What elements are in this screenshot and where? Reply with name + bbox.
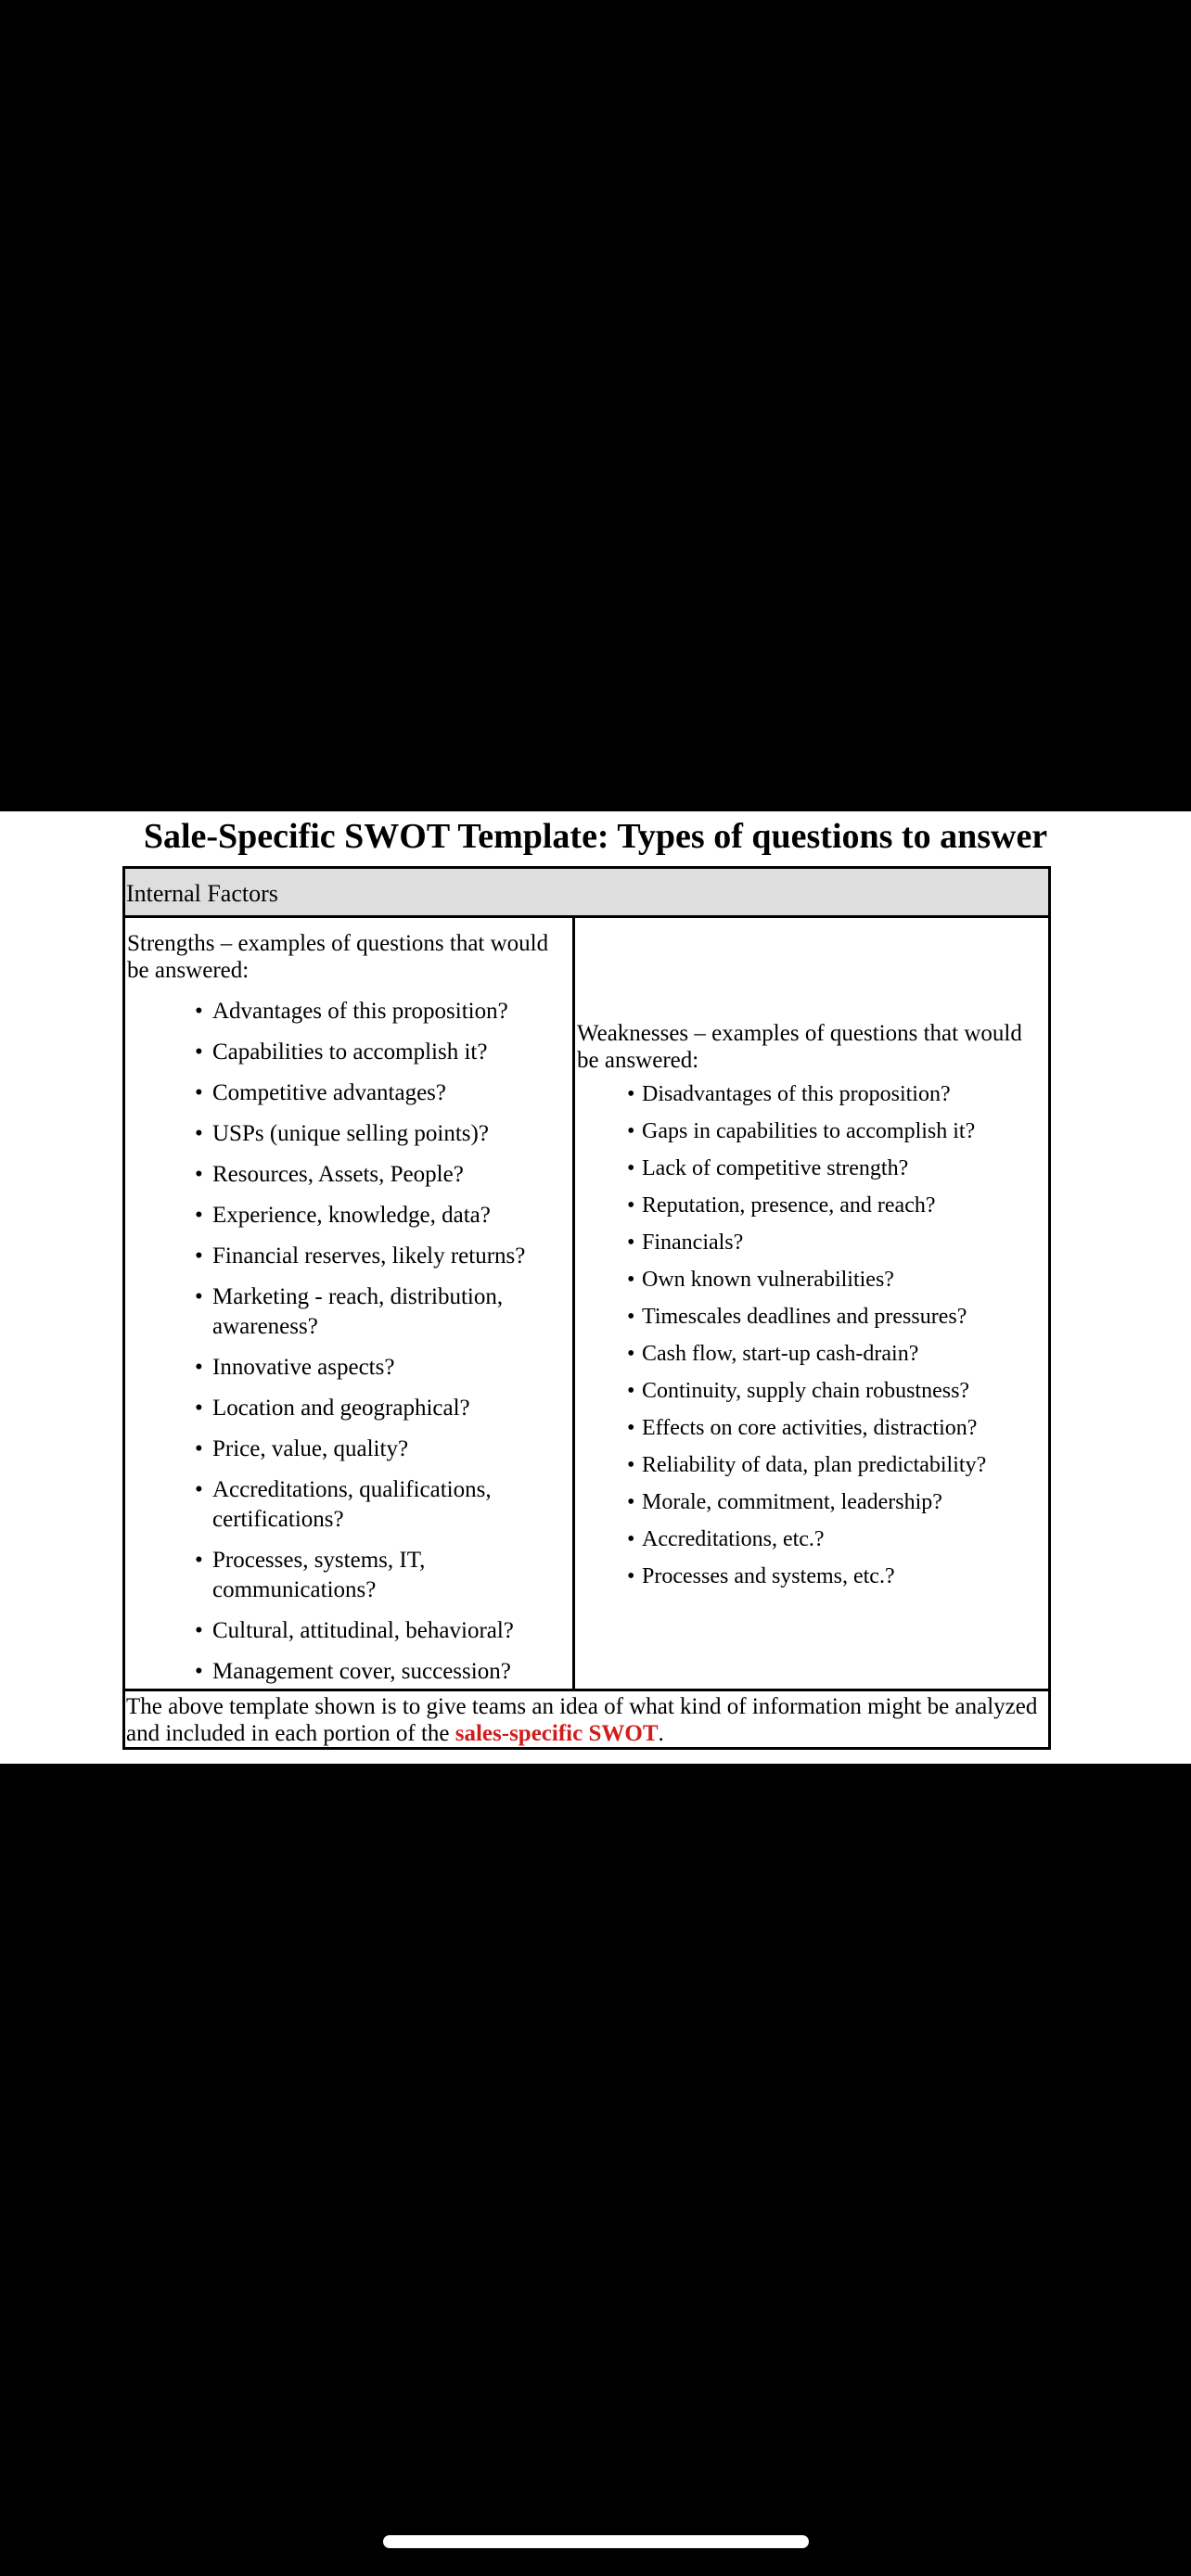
list-item bbox=[627, 1377, 1035, 1405]
bullet-icon: • bbox=[627, 1453, 635, 1477]
list-item-text: Timescales deadlines and pressures? bbox=[642, 1305, 967, 1329]
list-item bbox=[627, 1154, 1035, 1182]
list-item bbox=[627, 1303, 1035, 1331]
list-item-text: Morale, commitment, leadership? bbox=[642, 1490, 942, 1514]
list-item-text: Capabilities to accomplish it? bbox=[212, 1039, 488, 1065]
list-item-text: Price, value, quality? bbox=[212, 1436, 409, 1461]
table-header-internal-factors: Internal Factors bbox=[125, 869, 1048, 918]
bullet-icon: • bbox=[195, 1121, 203, 1146]
list-item-text: Marketing - reach, distribution, awareness? bbox=[212, 1284, 504, 1339]
swot-table bbox=[122, 866, 1051, 1750]
list-item-text: Experience, knowledge, data? bbox=[212, 1203, 491, 1228]
bullet-icon: • bbox=[195, 1477, 203, 1502]
bullet-icon: • bbox=[627, 1564, 635, 1588]
list-item bbox=[195, 1160, 566, 1190]
footer-period: . bbox=[658, 1721, 664, 1746]
list-item bbox=[627, 1080, 1035, 1108]
strengths-column bbox=[125, 918, 575, 1689]
list-item bbox=[195, 1119, 566, 1149]
list-item-text: Reputation, presence, and reach? bbox=[642, 1193, 936, 1218]
list-item-text: Own known vulnerabilities? bbox=[642, 1268, 894, 1292]
bullet-icon: • bbox=[627, 1156, 635, 1180]
list-item-text: Financial reserves, likely returns? bbox=[212, 1243, 526, 1269]
bullet-icon: • bbox=[627, 1416, 635, 1440]
list-item bbox=[195, 1435, 566, 1464]
bullet-icon: • bbox=[195, 1284, 203, 1309]
footer-text: The above template shown is to give teams an idea of what kind of information might be analyzed and included in each portion of the bbox=[126, 1694, 1038, 1746]
list-item bbox=[627, 1562, 1035, 1590]
list-item bbox=[627, 1451, 1035, 1479]
list-item-text: Continuity, supply chain robustness? bbox=[642, 1379, 970, 1403]
list-item-text: Cultural, attitudinal, behavioral? bbox=[212, 1618, 514, 1643]
list-item bbox=[195, 1353, 566, 1383]
list-item bbox=[195, 1078, 566, 1108]
bullet-icon: • bbox=[195, 1355, 203, 1380]
list-item bbox=[627, 1266, 1035, 1294]
list-item bbox=[195, 1616, 566, 1646]
list-item-text: Reliability of data, plan predictability? bbox=[642, 1453, 987, 1477]
list-item bbox=[195, 1201, 566, 1231]
bullet-icon: • bbox=[627, 1490, 635, 1514]
list-item-text: Processes and systems, etc.? bbox=[642, 1564, 895, 1588]
bullet-icon: • bbox=[627, 1379, 635, 1403]
list-item-text: Advantages of this proposition? bbox=[212, 999, 508, 1024]
list-item-text: Accreditations, qualifications, certifications? bbox=[212, 1477, 492, 1532]
weaknesses-list bbox=[627, 1080, 1035, 1600]
bullet-icon: • bbox=[195, 1659, 203, 1684]
list-item-text: Innovative aspects? bbox=[212, 1355, 395, 1380]
list-item bbox=[195, 997, 566, 1027]
list-item-text: Disadvantages of this proposition? bbox=[642, 1082, 951, 1106]
footer-highlight-link[interactable]: sales-specific SWOT bbox=[455, 1721, 659, 1746]
list-item bbox=[195, 1394, 566, 1423]
bullet-icon: • bbox=[195, 1618, 203, 1643]
bullet-icon: • bbox=[195, 1203, 203, 1228]
list-item-text: Cash flow, start-up cash-drain? bbox=[642, 1342, 919, 1366]
list-item-text: USPs (unique selling points)? bbox=[212, 1121, 489, 1146]
list-item bbox=[195, 1282, 566, 1342]
bullet-icon: • bbox=[195, 1080, 203, 1105]
table-footer-note bbox=[125, 1689, 1048, 1747]
list-item bbox=[627, 1229, 1035, 1256]
list-item bbox=[195, 1546, 566, 1605]
strengths-heading: Strengths – examples of questions that would be answered: bbox=[127, 931, 549, 983]
list-item bbox=[627, 1192, 1035, 1219]
bullet-icon: • bbox=[627, 1082, 635, 1106]
bullet-icon: • bbox=[627, 1119, 635, 1143]
document-title: Sale-Specific SWOT Template: Types of questions to answer bbox=[143, 817, 1048, 856]
bullet-icon: • bbox=[195, 1243, 203, 1269]
bullet-icon: • bbox=[195, 1396, 203, 1421]
list-item-text: Lack of competitive strength? bbox=[642, 1156, 909, 1180]
bullet-icon: • bbox=[195, 1436, 203, 1461]
weaknesses-heading: Weaknesses – examples of questions that would be answered: bbox=[577, 1021, 1022, 1073]
bullet-icon: • bbox=[195, 1039, 203, 1065]
bullet-icon: • bbox=[195, 1162, 203, 1187]
bullet-icon: • bbox=[627, 1305, 635, 1329]
list-item bbox=[195, 1475, 566, 1535]
list-item bbox=[195, 1657, 566, 1687]
document-viewport bbox=[0, 811, 1191, 1764]
list-item-text: Gaps in capabilities to accomplish it? bbox=[642, 1119, 976, 1143]
home-indicator-bar[interactable] bbox=[383, 2535, 809, 2548]
list-item-text: Location and geographical? bbox=[212, 1396, 470, 1421]
list-item-text: Management cover, succession? bbox=[212, 1659, 511, 1684]
list-item-text: Competitive advantages? bbox=[212, 1080, 447, 1105]
strengths-list bbox=[195, 997, 566, 1698]
list-item bbox=[627, 1340, 1035, 1368]
list-item-text: Resources, Assets, People? bbox=[212, 1162, 464, 1187]
list-item bbox=[627, 1117, 1035, 1145]
list-item-text: Processes, systems, IT, communications? bbox=[212, 1548, 426, 1602]
bullet-icon: • bbox=[627, 1342, 635, 1366]
bullet-icon: • bbox=[627, 1193, 635, 1218]
list-item bbox=[195, 1242, 566, 1271]
bullet-icon: • bbox=[195, 1548, 203, 1573]
bullet-icon: • bbox=[627, 1231, 635, 1255]
weaknesses-column bbox=[575, 918, 1048, 1689]
bullet-icon: • bbox=[195, 999, 203, 1024]
list-item-text: Accreditations, etc.? bbox=[642, 1527, 825, 1551]
list-item-text: Financials? bbox=[642, 1231, 744, 1255]
list-item bbox=[627, 1525, 1035, 1553]
list-item bbox=[195, 1038, 566, 1067]
list-item bbox=[627, 1414, 1035, 1442]
bullet-icon: • bbox=[627, 1268, 635, 1292]
bullet-icon: • bbox=[627, 1527, 635, 1551]
list-item-text: Effects on core activities, distraction? bbox=[642, 1416, 978, 1440]
list-item bbox=[627, 1488, 1035, 1516]
